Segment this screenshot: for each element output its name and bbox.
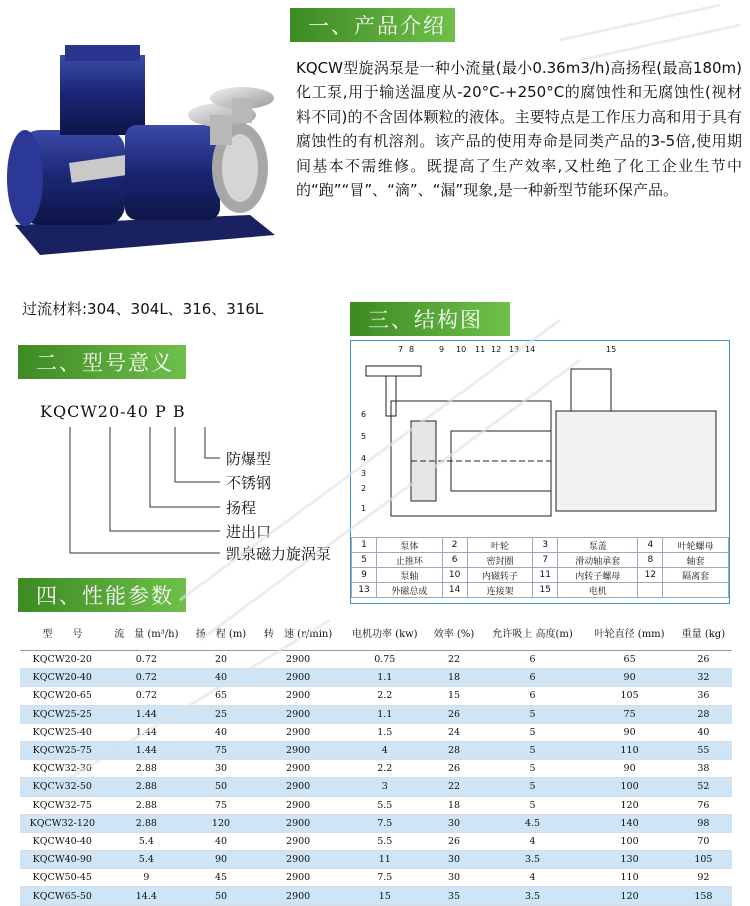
table-cell: 0.75: [342, 651, 427, 669]
table-cell: 110: [584, 869, 674, 887]
table-cell: 9: [105, 869, 188, 887]
legend-cell: 泵盖: [558, 538, 638, 553]
table-row: [20, 832, 732, 850]
section-title-model: 二、型号意义: [18, 345, 186, 379]
legend-cell: 15: [533, 583, 558, 598]
table-header-cell: 型 号: [20, 620, 105, 651]
table-cell: 75: [188, 741, 254, 759]
table-header-cell: 重量 (kg): [675, 620, 732, 651]
table-header-cell: 允许吸上 高度(m): [481, 620, 585, 651]
table-cell: 0.72: [105, 669, 188, 687]
table-cell: 6: [481, 651, 585, 669]
table-cell: 32: [675, 669, 732, 687]
table-cell: 2900: [254, 687, 342, 705]
table-header-cell: 效率 (%): [427, 620, 480, 651]
table-cell: 2900: [254, 796, 342, 814]
legend-cell: 10: [442, 568, 467, 583]
table-row: [20, 705, 732, 723]
table-cell: 2900: [254, 778, 342, 796]
legend-row: [352, 583, 729, 598]
table-cell: 2.88: [105, 778, 188, 796]
table-row: [20, 669, 732, 687]
section-title-performance: 四、性能参数: [18, 578, 186, 612]
table-cell: 18: [427, 669, 480, 687]
table-cell: 2900: [254, 814, 342, 832]
pump-photo: [0, 20, 285, 275]
table-cell: 90: [188, 851, 254, 869]
table-cell: 1.44: [105, 741, 188, 759]
table-row: [20, 869, 732, 887]
table-cell: 52: [675, 778, 732, 796]
table-cell: 2.2: [342, 687, 427, 705]
table-cell: 25: [188, 705, 254, 723]
table-cell: 90: [584, 669, 674, 687]
table-cell: 40: [188, 669, 254, 687]
table-cell: 15: [427, 687, 480, 705]
table-cell: 2900: [254, 760, 342, 778]
table-cell: 6: [481, 687, 585, 705]
legend-cell: 滑动轴承套: [558, 553, 638, 568]
legend-cell: 外磁总成: [377, 583, 443, 598]
struct-num-6: 6: [361, 410, 367, 419]
table-cell: 100: [584, 832, 674, 850]
table-cell: 100: [584, 778, 674, 796]
model-meaning-series: 凯泉磁力旋涡泵: [226, 545, 332, 563]
table-cell: KQCW20-40: [20, 669, 105, 687]
table-cell: 90: [584, 760, 674, 778]
table-cell: KQCW25-40: [20, 723, 105, 741]
table-cell: 5: [481, 723, 585, 741]
table-cell: 30: [427, 869, 480, 887]
table-cell: 2900: [254, 723, 342, 741]
table-cell: 90: [584, 723, 674, 741]
table-row: [20, 723, 732, 741]
table-cell: KQCW50-45: [20, 869, 105, 887]
struct-num-2: 2: [361, 484, 367, 493]
table-cell: 1.5: [342, 723, 427, 741]
legend-cell: 轴套: [663, 553, 729, 568]
table-cell: 120: [188, 814, 254, 832]
legend-cell: 隔离套: [663, 568, 729, 583]
table-cell: 5: [481, 741, 585, 759]
table-cell: KQCW20-65: [20, 687, 105, 705]
table-cell: 2900: [254, 869, 342, 887]
table-cell: 5: [481, 760, 585, 778]
legend-cell: 4: [638, 538, 663, 553]
table-cell: 92: [675, 869, 732, 887]
table-cell: 35: [427, 887, 480, 905]
table-cell: 18: [427, 796, 480, 814]
table-cell: 50: [188, 887, 254, 905]
legend-cell: 3: [533, 538, 558, 553]
legend-cell: 电机: [558, 583, 638, 598]
legend-row: [352, 568, 729, 583]
table-cell: 2900: [254, 851, 342, 869]
table-cell: KQCW65-50: [20, 887, 105, 905]
legend-row: [352, 538, 729, 553]
legend-cell: 泵轴: [377, 568, 443, 583]
legend-cell: [663, 583, 729, 598]
table-cell: 2.88: [105, 814, 188, 832]
table-cell: 2900: [254, 705, 342, 723]
table-row: [20, 814, 732, 832]
model-meaning-explosion-proof: 防爆型: [226, 450, 272, 468]
table-cell: 5.5: [342, 796, 427, 814]
table-cell: 24: [427, 723, 480, 741]
legend-cell: 1: [352, 538, 377, 553]
table-cell: KQCW32-120: [20, 814, 105, 832]
table-cell: KQCW32-30: [20, 760, 105, 778]
table-cell: 2900: [254, 741, 342, 759]
table-cell: 130: [584, 851, 674, 869]
model-meaning-stainless: 不锈钢: [226, 474, 272, 492]
table-cell: 22: [427, 778, 480, 796]
table-cell: 55: [675, 741, 732, 759]
table-cell: 4: [481, 869, 585, 887]
legend-cell: 连接架: [467, 583, 533, 598]
table-cell: 30: [427, 851, 480, 869]
table-cell: KQCW25-75: [20, 741, 105, 759]
table-cell: 75: [584, 705, 674, 723]
flow-material: 过流材料:304、304L、316、316L: [22, 300, 264, 318]
table-cell: 7.5: [342, 869, 427, 887]
table-cell: 36: [675, 687, 732, 705]
struct-num-13: 13: [509, 345, 520, 354]
table-cell: 1.44: [105, 723, 188, 741]
table-cell: 1.1: [342, 705, 427, 723]
legend-cell: 14: [442, 583, 467, 598]
table-cell: 98: [675, 814, 732, 832]
table-header-cell: 流 量 (m³/h): [105, 620, 188, 651]
table-cell: 26: [427, 705, 480, 723]
table-cell: KQCW25-25: [20, 705, 105, 723]
legend-cell: 泵体: [377, 538, 443, 553]
structure-legend: [351, 537, 729, 598]
legend-cell: 6: [442, 553, 467, 568]
structure-drawing: [351, 341, 729, 536]
table-cell: 105: [584, 687, 674, 705]
table-cell: 30: [188, 760, 254, 778]
table-cell: 158: [675, 887, 732, 905]
table-cell: 75: [188, 796, 254, 814]
table-cell: 120: [584, 887, 674, 905]
legend-cell: 5: [352, 553, 377, 568]
legend-cell: 11: [533, 568, 558, 583]
section-title-structure: 三、结构图: [350, 302, 510, 336]
table-row: [20, 651, 732, 669]
table-cell: 0.72: [105, 687, 188, 705]
table-cell: 5: [481, 796, 585, 814]
table-cell: 30: [427, 814, 480, 832]
table-cell: 2.2: [342, 760, 427, 778]
table-cell: 3.5: [481, 851, 585, 869]
table-cell: 5: [481, 705, 585, 723]
legend-cell: 叶轮螺母: [663, 538, 729, 553]
table-cell: 110: [584, 741, 674, 759]
table-row: [20, 687, 732, 705]
table-cell: 1.44: [105, 705, 188, 723]
legend-cell: 9: [352, 568, 377, 583]
table-cell: 4.5: [481, 814, 585, 832]
struct-num-8: 8: [409, 345, 415, 354]
table-cell: KQCW20-20: [20, 651, 105, 669]
table-cell: 2900: [254, 832, 342, 850]
table-row: [20, 887, 732, 905]
struct-num-1: 1: [361, 504, 367, 513]
model-meaning-inlet-outlet: 进出口: [226, 523, 272, 541]
table-header-cell: 扬 程 (m): [188, 620, 254, 651]
legend-cell: 7: [533, 553, 558, 568]
table-cell: 2900: [254, 651, 342, 669]
table-cell: 2.88: [105, 796, 188, 814]
structure-diagram: [350, 340, 730, 604]
struct-num-9: 9: [439, 345, 445, 354]
table-cell: 5.5: [342, 832, 427, 850]
table-cell: 26: [427, 760, 480, 778]
table-cell: 11: [342, 851, 427, 869]
table-cell: 40: [188, 832, 254, 850]
table-row: [20, 851, 732, 869]
legend-cell: 止推环: [377, 553, 443, 568]
legend-cell: 内转子螺母: [558, 568, 638, 583]
legend-cell: 内磁转子: [467, 568, 533, 583]
table-cell: KQCW32-50: [20, 778, 105, 796]
legend-cell: 8: [638, 553, 663, 568]
table-cell: 120: [584, 796, 674, 814]
table-cell: 70: [675, 832, 732, 850]
table-cell: 28: [427, 741, 480, 759]
table-row: [20, 760, 732, 778]
table-row: [20, 778, 732, 796]
table-cell: KQCW40-90: [20, 851, 105, 869]
section-title-intro: 一、产品介绍: [290, 8, 455, 42]
table-header-cell: 叶轮直径 (mm): [584, 620, 674, 651]
legend-cell: 密封圈: [467, 553, 533, 568]
legend-cell: 12: [638, 568, 663, 583]
legend-cell: 叶轮: [467, 538, 533, 553]
table-cell: 3: [342, 778, 427, 796]
table-cell: 6: [481, 669, 585, 687]
table-cell: 38: [675, 760, 732, 778]
table-cell: 20: [188, 651, 254, 669]
performance-table: [20, 620, 732, 906]
table-cell: KQCW32-75: [20, 796, 105, 814]
table-cell: 40: [675, 723, 732, 741]
table-cell: 15: [342, 887, 427, 905]
table-row: [20, 741, 732, 759]
table-cell: 5: [481, 778, 585, 796]
table-cell: KQCW40-40: [20, 832, 105, 850]
table-cell: 65: [584, 651, 674, 669]
table-cell: 1.1: [342, 669, 427, 687]
table-header-cell: 电机功率 (kw): [342, 620, 427, 651]
table-cell: 0.72: [105, 651, 188, 669]
legend-cell: 2: [442, 538, 467, 553]
struct-num-3: 3: [361, 469, 367, 478]
legend-row: [352, 553, 729, 568]
table-header-cell: 转 速 (r/min): [254, 620, 342, 651]
model-code: KQCW20-40 P B: [40, 402, 186, 421]
table-cell: 26: [427, 832, 480, 850]
table-cell: 28: [675, 705, 732, 723]
table-cell: 2.88: [105, 760, 188, 778]
struct-num-4: 4: [361, 454, 367, 463]
struct-num-10: 10: [456, 345, 467, 354]
table-cell: 65: [188, 687, 254, 705]
table-cell: 2900: [254, 669, 342, 687]
model-meaning-head: 扬程: [226, 499, 257, 517]
table-cell: 14.4: [105, 887, 188, 905]
table-cell: 4: [342, 741, 427, 759]
table-cell: 3.5: [481, 887, 585, 905]
table-cell: 140: [584, 814, 674, 832]
table-cell: 4: [481, 832, 585, 850]
struct-num-15: 15: [606, 345, 617, 354]
intro-paragraph: KQCW型旋涡泵是一种小流量(最小0.36m3/h)高扬程(最高180m)化工泵,用于输送温度从-20°C-+250°C的腐蚀性和无腐蚀性(视材料不同)的不含固体颗粒的液体。主要特点是工作压力高和用于具有腐蚀性的有机溶剂。该产品的使用寿命是同类产品的3-5倍,使用期间基本不需维修。既提高了生产效率,又杜绝了化工企业生节中的“跑”“冒”、“滴”、“漏”现象,是一种新型节能环保产品。: [296, 59, 742, 200]
struct-num-5: 5: [361, 432, 367, 441]
table-cell: 5.4: [105, 832, 188, 850]
table-cell: 5.4: [105, 851, 188, 869]
legend-cell: 13: [352, 583, 377, 598]
struct-num-14: 14: [525, 345, 536, 354]
table-cell: 2900: [254, 887, 342, 905]
table-cell: 26: [675, 651, 732, 669]
table-cell: 105: [675, 851, 732, 869]
legend-cell: [638, 583, 663, 598]
table-cell: 45: [188, 869, 254, 887]
struct-num-7: 7: [398, 345, 404, 354]
table-cell: 50: [188, 778, 254, 796]
table-cell: 22: [427, 651, 480, 669]
struct-num-11: 11: [475, 345, 486, 354]
table-cell: 76: [675, 796, 732, 814]
struct-num-12: 12: [491, 345, 502, 354]
table-cell: 40: [188, 723, 254, 741]
table-cell: 7.5: [342, 814, 427, 832]
table-row: [20, 796, 732, 814]
